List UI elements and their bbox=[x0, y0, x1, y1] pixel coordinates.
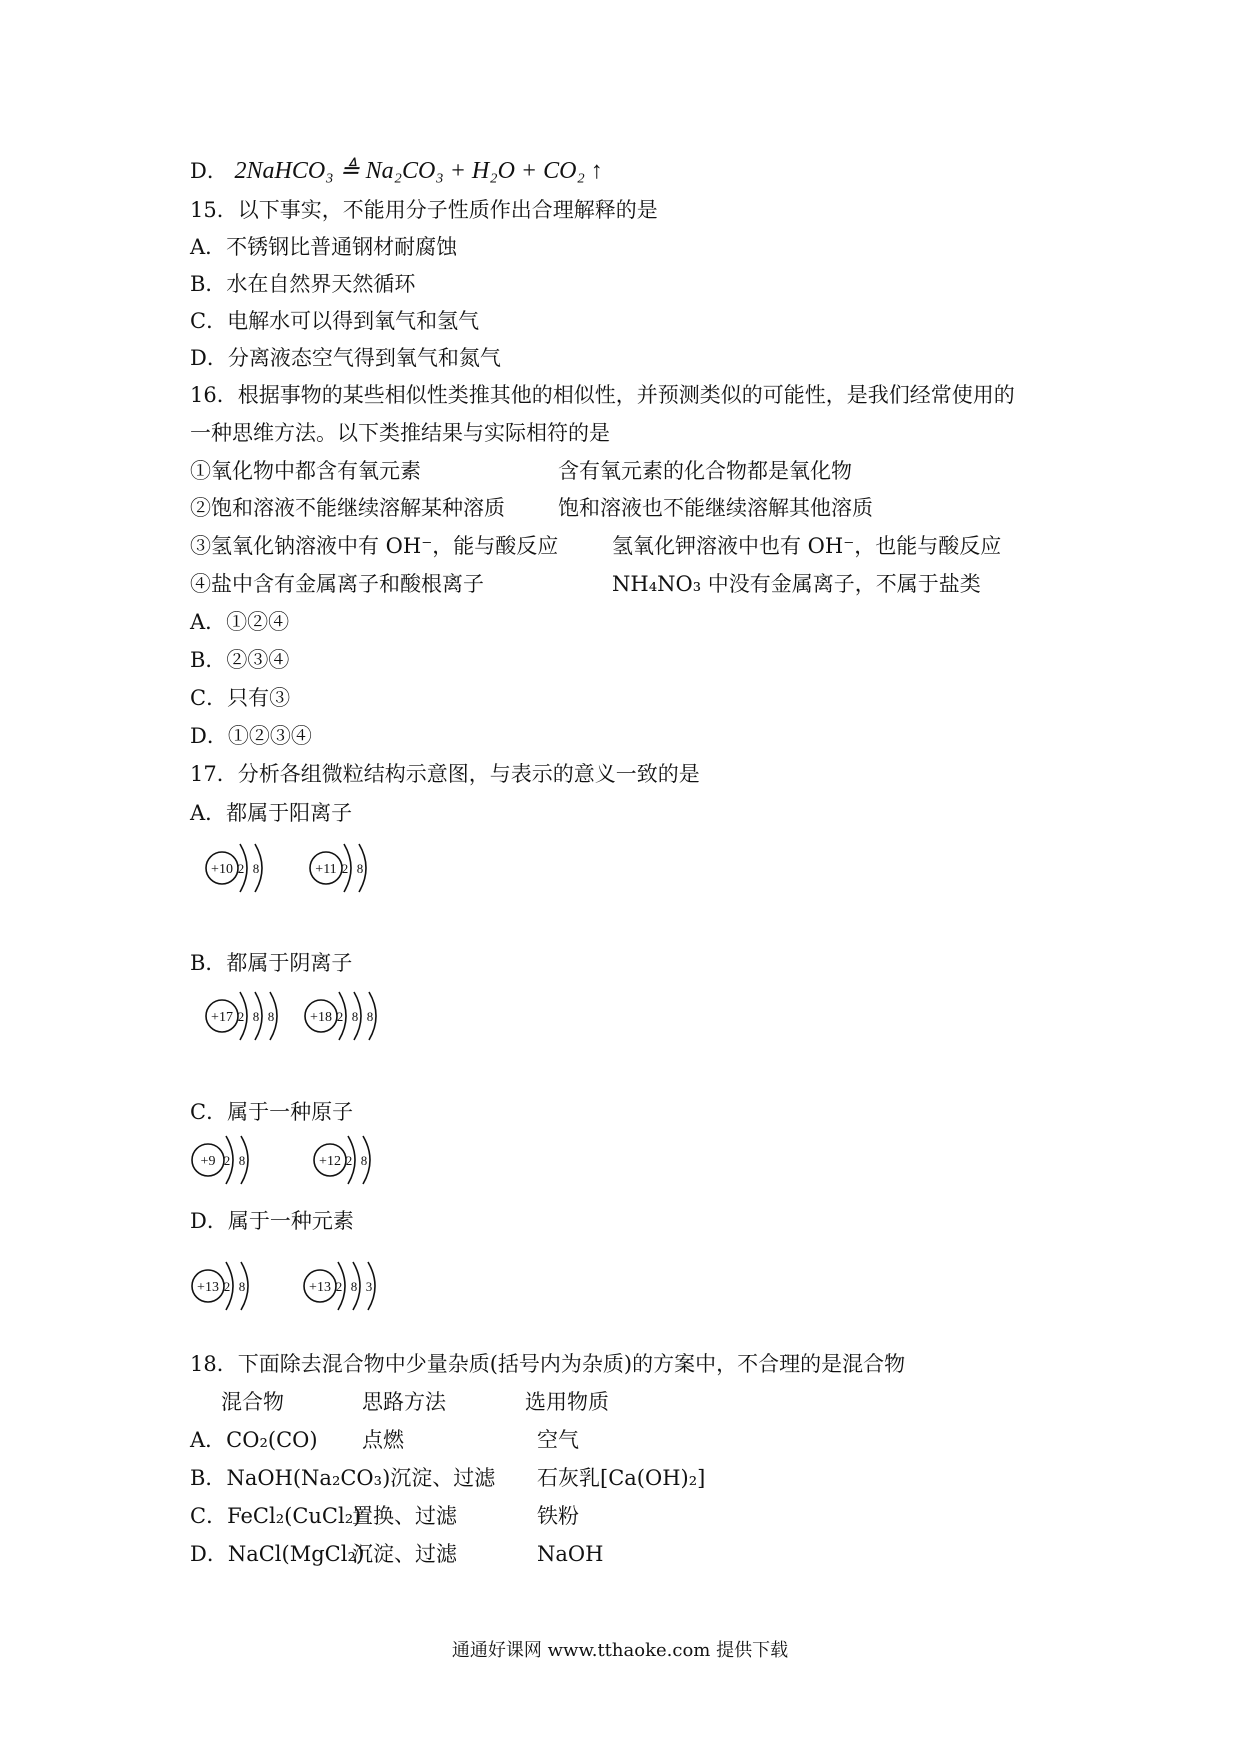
electron-count: 8 bbox=[267, 1009, 275, 1024]
electron-count: 8 bbox=[366, 1009, 374, 1024]
q18-row-label: B． bbox=[190, 1466, 227, 1490]
atom-diagram bbox=[311, 1130, 390, 1196]
atom-diagram bbox=[189, 1256, 268, 1322]
q18-header-reagent: 选用物质 bbox=[525, 1390, 609, 1414]
q18-stem: 18．下面除去混合物中少量杂质(括号内为杂质)的方案中，不合理的是混合物 bbox=[190, 1352, 906, 1376]
q16-option-b: B．②③④ bbox=[190, 648, 290, 672]
q18-header-method: 思路方法 bbox=[362, 1390, 446, 1414]
electron-count: 8 bbox=[238, 1153, 246, 1168]
electron-count: 2 bbox=[341, 861, 349, 876]
q16-option-d: D．①②③④ bbox=[190, 724, 312, 748]
q18-row-method: 沉淀、过滤 bbox=[352, 1542, 457, 1566]
q18-row-method: 沉淀、过滤 bbox=[390, 1466, 496, 1490]
q18-row-label: D． bbox=[190, 1542, 228, 1566]
q15-option-a: A．不锈钢比普通钢材耐腐蚀 bbox=[190, 235, 458, 259]
q18-row-mixture: FeCl₂(CuCl₂) bbox=[227, 1504, 362, 1528]
q16-option-a: A．①②④ bbox=[190, 610, 290, 634]
atom-svg bbox=[302, 986, 396, 1048]
q15-option-d: D．分离液态空气得到氧气和氮气 bbox=[190, 346, 501, 370]
electron-count: 2 bbox=[336, 1009, 344, 1024]
q16-pair-4-left: ④盐中含有金属离子和酸根离子 bbox=[190, 572, 484, 596]
electron-count: 8 bbox=[238, 1279, 246, 1294]
q17-option-c-label: C．属于一种原子 bbox=[190, 1100, 354, 1124]
q18-row-reagent: NaOH bbox=[537, 1542, 604, 1566]
q18-row-method: 点燃 bbox=[362, 1428, 404, 1452]
q16-pair-2-right: 饱和溶液也不能继续溶解其他溶质 bbox=[558, 496, 873, 520]
q18-row-b bbox=[190, 1465, 495, 1491]
q15-stem: 15．以下事实，不能用分子性质作出合理解释的是 bbox=[190, 198, 658, 222]
electron-count: 8 bbox=[360, 1153, 368, 1168]
q18-row-method: 置换、过滤 bbox=[352, 1504, 457, 1528]
q18-row-c bbox=[190, 1503, 361, 1529]
electron-count: 8 bbox=[351, 1009, 359, 1024]
nucleus-charge: +13 bbox=[197, 1280, 219, 1295]
electron-count: 3 bbox=[365, 1279, 373, 1294]
q14-option-d-equation: 2NaHCO₃ ≜ Na₂CO₃ + H₂O + CO₂ ↑ bbox=[234, 158, 603, 184]
q18-row-label: C． bbox=[190, 1504, 228, 1528]
q16-pair-4-right: NH₄NO₃ 中没有金属离子，不属于盐类 bbox=[612, 572, 981, 596]
q17-option-a-label: A．都属于阳离子 bbox=[190, 801, 353, 825]
nucleus-charge: +11 bbox=[315, 862, 337, 877]
q18-row-a bbox=[190, 1427, 318, 1453]
nucleus-charge: +10 bbox=[211, 862, 233, 877]
q16-option-c: C．只有③ bbox=[190, 686, 291, 710]
q18-row-d bbox=[190, 1541, 364, 1567]
electron-count: 2 bbox=[335, 1279, 343, 1294]
atom-svg bbox=[311, 1130, 390, 1192]
page-footer: 通通好课网 www.tthaoke.com 提供下载 bbox=[451, 1640, 789, 1661]
atom-diagram bbox=[203, 986, 297, 1052]
q15-option-b: B．水在自然界天然循环 bbox=[190, 272, 416, 296]
atom-diagram bbox=[301, 1256, 395, 1322]
q18-row-reagent: 石灰乳[Ca(OH)₂] bbox=[537, 1466, 706, 1490]
atom-diagram bbox=[189, 1130, 268, 1196]
q18-header-mixture: 混合物 bbox=[221, 1390, 284, 1414]
q16-pair-1-right: 含有氧元素的化合物都是氧化物 bbox=[558, 459, 852, 483]
nucleus-charge: +18 bbox=[310, 1010, 332, 1025]
q16-stem-line2: 一种思维方法。以下类推结果与实际相符的是 bbox=[190, 421, 610, 445]
q16-pair-3-right: 氢氧化钾溶液中也有 OH⁻，也能与酸反应 bbox=[612, 534, 1002, 558]
nucleus-charge: +12 bbox=[319, 1154, 341, 1169]
q18-row-reagent: 铁粉 bbox=[537, 1504, 579, 1528]
q16-pair-1-left: ①氧化物中都含有氧元素 bbox=[190, 459, 421, 483]
atom-svg bbox=[301, 1256, 395, 1318]
atom-diagram bbox=[307, 838, 386, 904]
atom-svg bbox=[307, 838, 386, 900]
q17-option-b-label: B．都属于阴离子 bbox=[190, 951, 353, 975]
electron-count: 8 bbox=[356, 861, 364, 876]
q18-row-reagent: 空气 bbox=[537, 1428, 579, 1452]
electron-count: 2 bbox=[345, 1153, 353, 1168]
q15-option-c: C．电解水可以得到氧气和氢气 bbox=[190, 309, 480, 333]
q18-row-mixture: CO₂(CO) bbox=[226, 1428, 318, 1452]
atom-diagram bbox=[302, 986, 396, 1052]
electron-count: 8 bbox=[252, 861, 260, 876]
q14-option-d-label: D． bbox=[190, 159, 228, 183]
electron-count: 2 bbox=[237, 1009, 245, 1024]
q16-pair-2-left: ②饱和溶液不能继续溶解某种溶质 bbox=[190, 496, 505, 520]
q17-option-d-label: D．属于一种元素 bbox=[190, 1209, 354, 1233]
electron-count: 2 bbox=[223, 1153, 231, 1168]
q16-pair-3-left: ③氢氧化钠溶液中有 OH⁻，能与酸反应 bbox=[190, 534, 559, 558]
electron-count: 8 bbox=[252, 1009, 260, 1024]
nucleus-charge: +17 bbox=[211, 1010, 233, 1025]
nucleus-charge: +9 bbox=[200, 1154, 216, 1169]
nucleus-charge: +13 bbox=[309, 1280, 331, 1295]
electron-count: 2 bbox=[237, 861, 245, 876]
q14-option-d bbox=[190, 158, 603, 184]
atom-svg bbox=[203, 986, 297, 1048]
q16-stem-line1: 16．根据事物的某些相似性类推其他的相似性，并预测类似的可能性，是我们经常使用的 bbox=[190, 383, 1015, 407]
q18-row-mixture: NaOH(Na₂CO₃) bbox=[226, 1466, 391, 1490]
atom-svg bbox=[203, 838, 282, 900]
atom-svg bbox=[189, 1256, 268, 1318]
atom-diagram bbox=[203, 838, 282, 904]
electron-count: 8 bbox=[350, 1279, 358, 1294]
q18-row-label: A． bbox=[190, 1428, 227, 1452]
atom-svg bbox=[189, 1130, 268, 1192]
q18-row-mixture: NaCl(MgCl₂) bbox=[227, 1542, 365, 1566]
electron-count: 2 bbox=[223, 1279, 231, 1294]
q17-stem: 17．分析各组微粒结构示意图，与表示的意义一致的是 bbox=[190, 762, 700, 786]
